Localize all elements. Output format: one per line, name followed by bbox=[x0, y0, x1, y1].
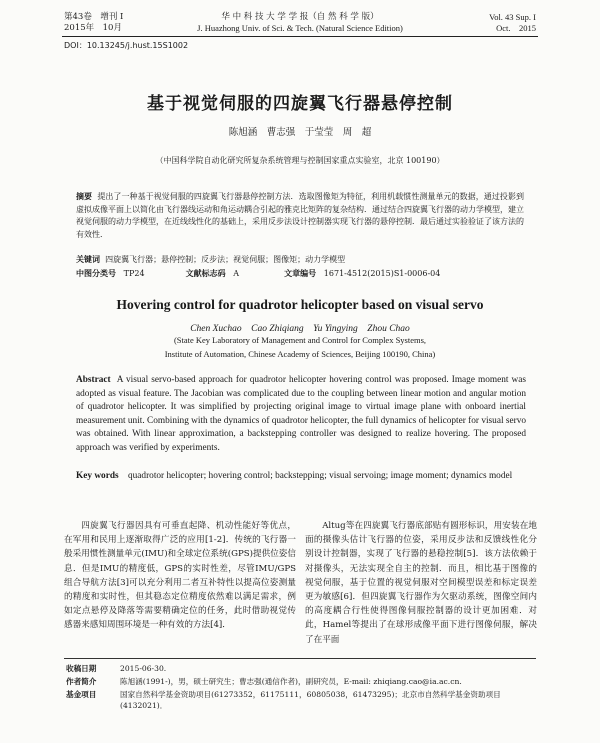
header-date-en: Oct. 2015 bbox=[496, 23, 536, 33]
cn-keywords bbox=[76, 254, 524, 267]
cn-abstract bbox=[76, 191, 524, 241]
body-column-right: Altug等在四旋翼飞行器底部贴有圆形标识，用安装在地面的摄像头估计飞行器的位姿，采用反步法和反馈线性化分别设计控制器，实现了飞行器的悬稳控制[5]．该方法依赖于对摄像头，无法实现全自主的控制．而且，相比基于图像的视觉伺服，基于位置的视觉伺服对空间模型误差和标定误差更为敏感[6]．但四旋翼飞行器作为欠驱动系统，图像空间内的高度耦合行性使得图像伺服控制器的设计更加困难．对此，Hamel等提出了在球形成像平面下进行图像伺服，解决了在平面 bbox=[305, 521, 537, 645]
author-bio-value: 陈旭涵(1991-)，男，硕士研究生；曹志强(通信作者)，副研究员，E-mail: zhiqiang.cao@ia.ac.cn. bbox=[120, 677, 462, 686]
cn-abstract-text: 提出了一种基于视觉伺服的四旋翼飞行器悬停控制方法．选取图像矩为特征，利用机载惯性测量单元的数据，通过投影到虚拟成像平面上以简化由飞行器线运动和角运动耦合引起的雅克比矩阵的复杂结构．通过结合四旋翼飞行器的动力学模型，建立视觉伺服的动力学模型，在近线线性化的基础上，采用反步法设计控制器实现飞行器的悬停控制．最后通过实验验证了该方法的有效性． bbox=[76, 192, 525, 239]
cn-meta-row bbox=[76, 268, 440, 279]
received-label: 收稿日期 bbox=[66, 664, 97, 673]
cn-abstract-label: 摘要 bbox=[76, 192, 93, 201]
doccode-label: 文献标志码 bbox=[185, 269, 226, 278]
en-authors: Chen Xuchao Cao Zhiqiang Yu Yingying Zhou Chao bbox=[190, 324, 410, 334]
footnote-received bbox=[66, 663, 166, 674]
en-keywords-label: Key words bbox=[76, 471, 119, 481]
doi: DOI：10.13245/j.hust.15S1002 bbox=[64, 41, 189, 50]
received-value: 2015-06-30. bbox=[120, 664, 167, 673]
clc-label: 中图分类号 bbox=[76, 269, 116, 278]
cn-keywords-text: 四旋翼飞行器；悬停控制；反步法；视觉伺服；图像矩；动力学模型 bbox=[105, 255, 346, 264]
articleno-label: 文章编号 bbox=[284, 269, 317, 278]
header-date: 2015年 10月 bbox=[64, 23, 122, 33]
body-column-left: 四旋翼飞行器因具有可垂直起降、机动性能好等优点，在军用和民用上逐渐取得广泛的应用[1-2]．传统的飞行器一般采用惯性测量单元(IMU)和全球定位系统(GPS)提供位姿信息．但是IMU的精度低，GPS的实时性差，尽管IMU/GPS组合导航方法[3]可以充分利用二者互补特性以提高位姿测量的精度和实时性，但其稳态定位精度依然难以满足需求，例如定点悬停及降落等需要精确定位的任务，此时借助视觉传感器来感知周围环境是一种有效的方法[4]． bbox=[64, 521, 296, 631]
en-affiliation-line2: Institute of Automation, Chinese Academy of Sciences, Beijing 100190, China) bbox=[164, 349, 436, 359]
en-keywords bbox=[76, 470, 526, 484]
en-abstract bbox=[76, 374, 526, 456]
en-title: Hovering control for quadrotor helicopter based on visual servo bbox=[116, 297, 484, 312]
fund-value: 国家自然科学基金资助项目(61273352，61175111，60805038，61473295)；北京市自然科学基金资助项目(4132021)． bbox=[120, 690, 501, 710]
articleno-value: 1671-4512(2015)S1-0006-04 bbox=[323, 269, 441, 278]
author-bio-label: 作者简介 bbox=[66, 677, 97, 686]
header-journal-cn: 华 中 科 技 大 学 学 报（自 然 科 学 版） bbox=[221, 12, 379, 22]
header-vol-en: Vol. 43 Sup. I bbox=[489, 12, 536, 22]
cn-authors: 陈旭涵 曹志强 于莹莹 周 超 bbox=[228, 127, 372, 138]
cn-title: 基于视觉伺服的四旋翼飞行器悬停控制 bbox=[147, 94, 453, 114]
header-rule bbox=[62, 36, 538, 37]
cn-keywords-label: 关键词 bbox=[76, 255, 100, 264]
doccode-value: A bbox=[233, 269, 240, 278]
footnote-fund bbox=[66, 689, 538, 711]
footnote-author bbox=[66, 676, 462, 687]
header-journal-en: J. Huazhong Univ. of Sci. & Tech. (Natural Science Edition) bbox=[197, 23, 403, 33]
en-abstract-label: Abstract bbox=[76, 375, 111, 385]
cn-affiliation: （中国科学院自动化研究所复杂系统管理与控制国家重点实验室，北京 100190） bbox=[155, 156, 445, 165]
en-abstract-text: A visual servo-based approach for quadrotor helicopter hovering control was proposed. Image moment was adopted as visual feature. The Jacobian was complicated due to the coupling between linear motion and angular motion of quadrotor helicopter. It was simplified by projecting original image to virtual image plane with onboard inertial measurement unit. Combining with the dynamics of quadrotor helicopter, the full dynamics of helicopter for visual servo was obtained. With linear approximation, a backstepping controller was designed to realize hovering. The proposed approach was verified by experiments. bbox=[76, 375, 526, 453]
footnote-rule bbox=[64, 658, 536, 659]
fund-label: 基金项目 bbox=[66, 690, 97, 699]
en-keywords-text: quadrotor helicopter; hovering control; backstepping; visual servoing; image moment; dynamics model bbox=[128, 471, 513, 481]
en-affiliation-line1: (State Key Laboratory of Management and Control for Complex Systems, bbox=[173, 335, 427, 345]
header-volume: 第43卷 增刊 I bbox=[64, 12, 124, 22]
clc-value: TP24 bbox=[123, 269, 145, 278]
